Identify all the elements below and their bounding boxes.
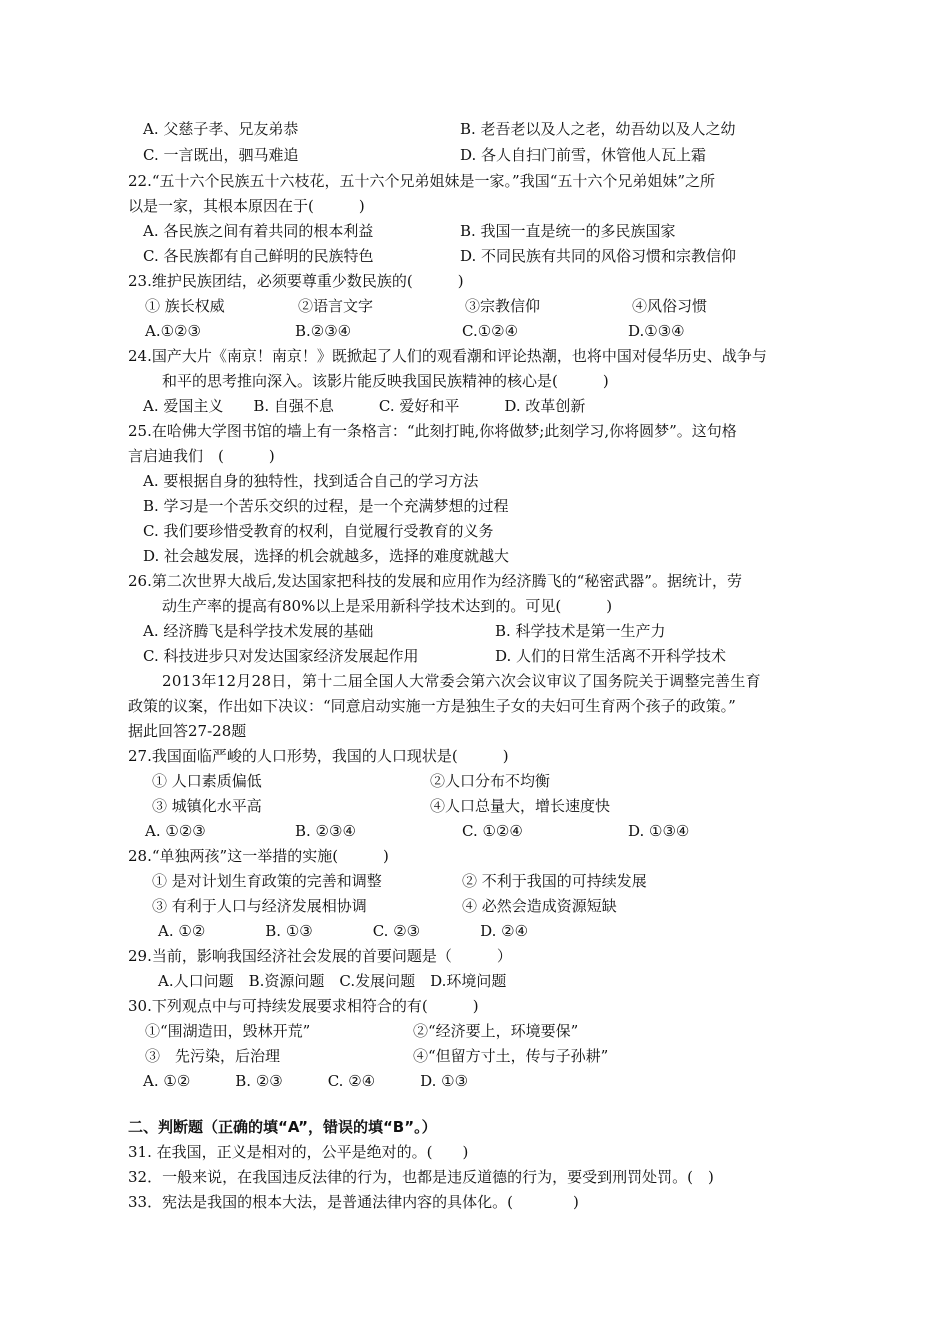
q24-stem-line1: 24.国产大片《南京！南京！》既掀起了人们的观看潮和评论热潮，也将中国对侵华历史、战争与 xyxy=(128,347,767,365)
q30-item-4: ④“但留方寸土，传与子孙耕” xyxy=(413,1047,609,1065)
q22-stem-line2: 以是一家，其根本原因在于( ) xyxy=(128,197,365,215)
q22-option-c: C. 各民族都有自己鲜明的民族特色 xyxy=(143,247,374,265)
material-line2: 政策的议案，作出如下决议：“同意启动实施一方是独生子女的夫妇可生育两个孩子的政策。” xyxy=(128,697,736,715)
q30-item-3: ③ 先污染，后治理 xyxy=(145,1047,281,1065)
q25-option-b: B. 学习是一个苦乐交织的过程，是一个充满梦想的过程 xyxy=(143,497,509,515)
q28-options: A. ①② B. ①③ C. ②③ D. ②④ xyxy=(158,922,529,940)
q26-stem-line2: 动生产率的提高有80%以上是采用新科学技术达到的。可见( ) xyxy=(162,597,613,615)
q23-stem: 23.维护民族团结，必须要尊重少数民族的( ) xyxy=(128,272,464,290)
section2-title: 二、判断题（正确的填“A”，错误的填“B”。） xyxy=(128,1118,437,1136)
q26-option-a: A. 经济腾飞是科学技术发展的基础 xyxy=(143,622,374,640)
q27-option-a: A. ①②③ xyxy=(145,822,206,840)
q23-item-2: ②语言文字 xyxy=(298,297,374,315)
q26-option-d: D. 人们的日常生活离不开科学技术 xyxy=(495,647,727,665)
q22-stem-line1: 22.“五十六个民族五十六枝花，五十六个兄弟姐妹是一家。”我国“五十六个兄弟姐妹”之所 xyxy=(128,172,716,190)
q28-item-2: ② 不利于我国的可持续发展 xyxy=(462,872,647,890)
q33: 33．宪法是我国的根本大法，是普通法律内容的具体化。( ) xyxy=(128,1193,579,1211)
q29-options: A.人口问题 B.资源问题 C.发展问题 D.环境问题 xyxy=(158,972,507,990)
q23-item-4: ④风俗习惯 xyxy=(632,297,708,315)
q25-option-c: C. 我们要珍惜受教育的权利，自觉履行受教育的义务 xyxy=(143,522,494,540)
q30-options: A. ①② B. ②③ C. ②④ D. ①③ xyxy=(143,1072,469,1090)
q27-option-c: C. ①②④ xyxy=(462,822,523,840)
q28-stem: 28.“单独两孩”这一举措的实施( ) xyxy=(128,847,389,865)
q28-item-4: ④ 必然会造成资源短缺 xyxy=(462,897,617,915)
material-line3: 据此回答27-28题 xyxy=(128,722,247,740)
q23-option-c: C.①②④ xyxy=(462,322,519,340)
q25-stem-line1: 25.在哈佛大学图书馆的墙上有一条格言：“此刻打盹,你将做梦;此刻学习,你将圆梦”。这句格 xyxy=(128,422,737,440)
q32: 32．一般来说，在我国违反法律的行为，也都是违反道德的行为，要受到刑罚处罚。( ) xyxy=(128,1168,714,1186)
q28-item-3: ③ 有利于人口与经济发展相协调 xyxy=(152,897,367,915)
q21-option-c: C. 一言既出，驷马难追 xyxy=(143,146,299,164)
q22-option-d: D. 不同民族有共同的风俗习惯和宗教信仰 xyxy=(460,247,737,265)
q29-stem: 29.当前，影响我国经济社会发展的首要问题是（ ） xyxy=(128,947,512,965)
q25-option-d: D. 社会越发展，选择的机会就越多，选择的难度就越大 xyxy=(143,547,510,565)
q21-option-d: D. 各人自扫门前雪，休管他人瓦上霜 xyxy=(460,146,707,164)
q25-option-a: A. 要根据自身的独特性，找到适合自己的学习方法 xyxy=(143,472,479,490)
q27-item-2: ②人口分布不均衡 xyxy=(430,772,551,790)
q27-option-b: B. ②③④ xyxy=(295,822,356,840)
q30-item-2: ②“经济要上，环境要保” xyxy=(413,1022,579,1040)
q25-stem-line2: 言启迪我们 ( ) xyxy=(128,447,275,465)
q27-item-4: ④人口总量大，增长速度快 xyxy=(430,797,611,815)
q23-option-a: A.①②③ xyxy=(145,322,201,340)
q28-item-1: ① 是对计划生育政策的完善和调整 xyxy=(152,872,382,890)
q23-item-3: ③宗教信仰 xyxy=(465,297,541,315)
q31: 31. 在我国，正义是相对的，公平是绝对的。( ) xyxy=(128,1143,469,1161)
q27-item-1: ① 人口素质偏低 xyxy=(152,772,262,790)
q21-option-b: B. 老吾老以及人之老，幼吾幼以及人之幼 xyxy=(460,120,736,138)
material-line1: 2013年12月28日，第十二届全国人大常委会第六次会议审议了国务院关于调整完善生育 xyxy=(162,672,761,690)
q30-item-1: ①“围湖造田，毁林开荒” xyxy=(145,1022,311,1040)
q23-option-d: D.①③④ xyxy=(628,322,685,340)
q30-stem: 30.下列观点中与可持续发展要求相符合的有( ) xyxy=(128,997,479,1015)
q27-item-3: ③ 城镇化水平高 xyxy=(152,797,262,815)
q23-item-1: ① 族长权威 xyxy=(145,297,225,315)
q24-options: A. 爱国主义 B. 自强不息 C. 爱好和平 D. 改革创新 xyxy=(143,397,586,415)
q23-option-b: B.②③④ xyxy=(295,322,352,340)
q26-stem-line1: 26.第二次世界大战后,发达国家把科技的发展和应用作为经济腾飞的“秘密武器”。据统计，劳 xyxy=(128,572,742,590)
q22-option-b: B. 我国一直是统一的多民族国家 xyxy=(460,222,676,240)
q21-option-a: A. 父慈子孝、兄友弟恭 xyxy=(143,120,299,138)
q24-stem-line2: 和平的思考推向深入。该影片能反映我国民族精神的核心是( ) xyxy=(162,372,609,390)
q27-option-d: D. ①③④ xyxy=(628,822,690,840)
q26-option-b: B. 科学技术是第一生产力 xyxy=(495,622,666,640)
q27-stem: 27.我国面临严峻的人口形势，我国的人口现状是( ) xyxy=(128,747,509,765)
q22-option-a: A. 各民族之间有着共同的根本利益 xyxy=(143,222,374,240)
q26-option-c: C. 科技进步只对发达国家经济发展起作用 xyxy=(143,647,419,665)
